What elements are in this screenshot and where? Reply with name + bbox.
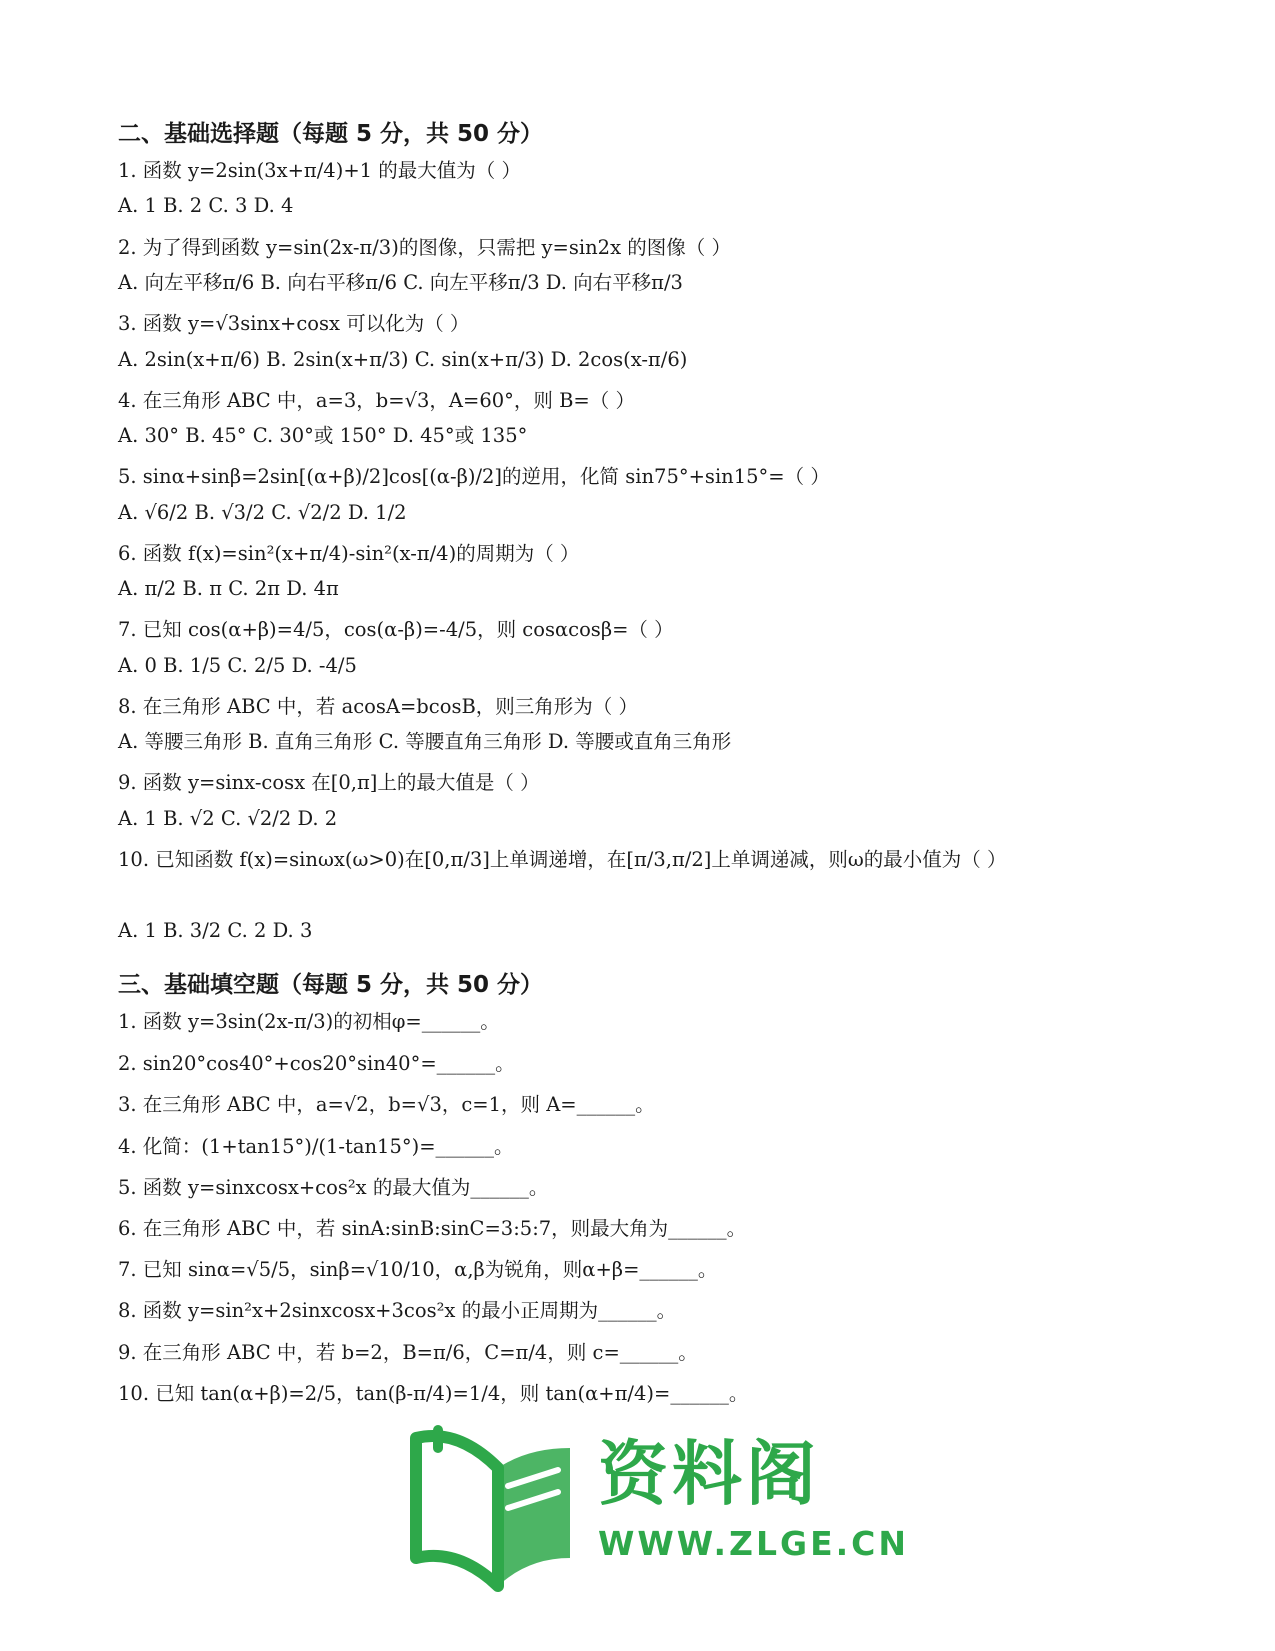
mc-options-10: A. 1 B. 3/2 C. 2 D. 3 [118,919,313,942]
fill-question-9: 9. 在三角形 ABC 中，若 b=2，B=π/6，C=π/4，则 c=______。 [118,1341,698,1364]
watermark-text: 资料阁 [598,1433,820,1515]
fill-question-3: 3. 在三角形 ABC 中，a=√2，b=√3，c=1，则 A=______。 [118,1093,655,1116]
mc-options-3: A. 2sin(x+π/6) B. 2sin(x+π/3) C. sin(x+π/3) D. 2cos(x-π/6) [118,348,688,371]
fill-question-7: 7. 已知 sinα=√5/5，sinβ=√10/10，α,β为锐角，则α+β=______。 [118,1258,718,1281]
mc-question-6: 6. 函数 f(x)=sin²(x+π/4)-sin²(x-π/4)的周期为（ ） [118,542,580,565]
book-icon [398,1408,588,1598]
fill-question-8: 8. 函数 y=sin²x+2sinxcosx+3cos²x 的最小正周期为______。 [118,1299,677,1322]
mc-question-3: 3. 函数 y=√3sinx+cosx 可以化为（ ） [118,312,470,335]
fill-question-10: 10. 已知 tan(α+β)=2/5，tan(β-π/4)=1/4，则 tan(α+π/4)=______。 [118,1382,749,1405]
fill-question-2: 2. sin20°cos40°+cos20°sin40°=______。 [118,1052,515,1075]
fill-question-1: 1. 函数 y=3sin(2x-π/3)的初相φ=______。 [118,1010,500,1033]
mc-options-9: A. 1 B. √2 C. √2/2 D. 2 [118,807,338,830]
fill-question-6: 6. 在三角形 ABC 中，若 sinA:sinB:sinC=3:5:7，则最大角为______。 [118,1217,747,1240]
mc-question-7: 7. 已知 cos(α+β)=4/5，cos(α-β)=-4/5，则 cosαcosβ=（ ） [118,618,674,641]
section3-heading: 三、基础填空题（每题 5 分，共 50 分） [118,972,544,998]
watermark-logo [398,1408,910,1598]
mc-options-8: A. 等腰三角形 B. 直角三角形 C. 等腰直角三角形 D. 等腰或直角三角形 [118,730,732,753]
mc-question-10: 10. 已知函数 f(x)=sinωx(ω>0)在[0,π/3]上单调递增，在[π/3,π/2]上单调递减，则ω的最小值为（ ） [118,848,1007,871]
mc-question-2: 2. 为了得到函数 y=sin(2x-π/3)的图像，只需把 y=sin2x 的图像（ ） [118,236,731,259]
mc-options-7: A. 0 B. 1/5 C. 2/5 D. -4/5 [118,654,357,677]
watermark-url: WWW.ZLGE.CN [598,1524,910,1563]
fill-question-4: 4. 化简：(1+tan15°)/(1-tan15°)=______。 [118,1135,514,1158]
mc-options-6: A. π/2 B. π C. 2π D. 4π [118,577,339,600]
mc-options-4: A. 30° B. 45° C. 30°或 150° D. 45°或 135° [118,424,528,447]
mc-question-8: 8. 在三角形 ABC 中，若 acosA=bcosB，则三角形为（ ） [118,695,638,718]
mc-question-9: 9. 函数 y=sinx-cosx 在[0,π]上的最大值是（ ） [118,771,540,794]
mc-options-5: A. √6/2 B. √3/2 C. √2/2 D. 1/2 [118,501,407,524]
section2-heading: 二、基础选择题（每题 5 分，共 50 分） [118,121,544,147]
mc-question-1: 1. 函数 y=2sin(3x+π/4)+1 的最大值为（ ） [118,159,521,182]
mc-question-4: 4. 在三角形 ABC 中，a=3，b=√3，A=60°，则 B=（ ） [118,389,635,412]
mc-options-1: A. 1 B. 2 C. 3 D. 4 [118,194,294,217]
fill-question-5: 5. 函数 y=sinxcosx+cos²x 的最大值为______。 [118,1176,549,1199]
mc-question-5: 5. sinα+sinβ=2sin[(α+β)/2]cos[(α-β)/2]的逆用，化简 sin75°+sin15°=（ ） [118,465,830,488]
mc-options-2: A. 向左平移π/6 B. 向右平移π/6 C. 向左平移π/3 D. 向右平移π/3 [118,271,683,294]
